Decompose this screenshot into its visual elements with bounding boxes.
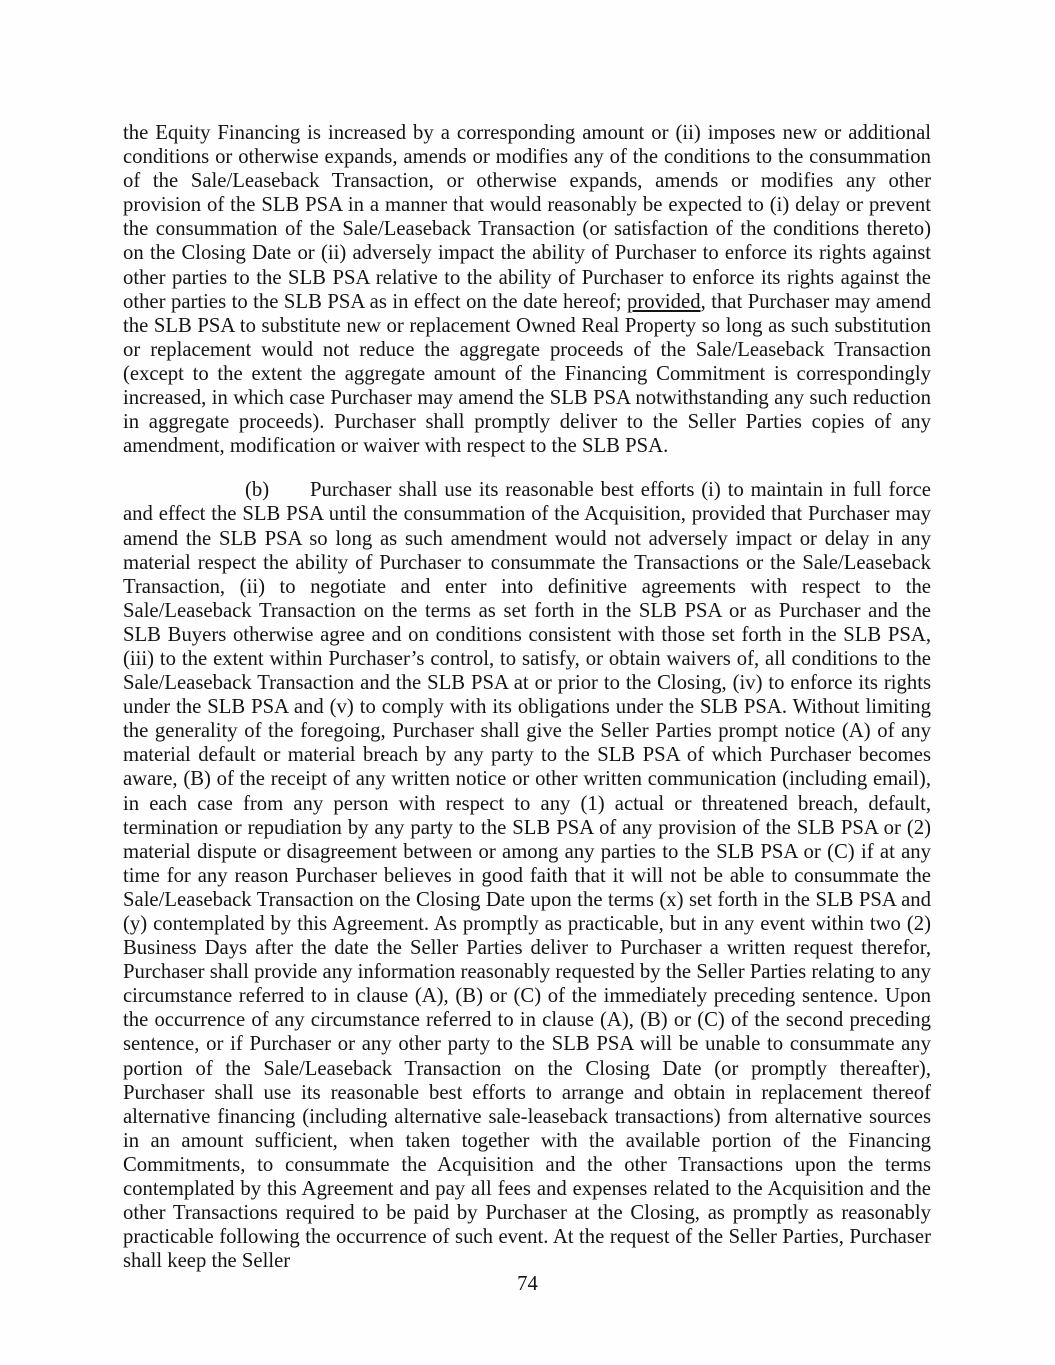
paragraph-text-pre: the Equity Financing is increased by a corresponding amount or (ii) imposes new or additional conditions or otherwise expands, amends or modifies any of the conditions to the consummation of the Sale/Leaseback Transaction, or otherwise expands, amends or modifies any other provision of the SLB PSA in a manner that would reasonably be expected to (i) delay or prevent the consummation of the Sale/Leaseback Transaction (or satisfaction of the conditions thereto) on the Closing Date or (ii) adversely impact the ability of Purchaser to enforce its rights against other parties to the SLB PSA relative to the ability of Purchaser to enforce its rights against the other parties to the SLB PSA as in effect on the date hereof; (123, 122, 931, 313)
defined-term-provided: provided (627, 290, 701, 313)
paragraph-continuation (123, 121, 931, 458)
page-body (123, 121, 931, 1273)
paragraph-b (123, 478, 931, 1273)
paragraph-b-text: Purchaser shall use its reasonable best efforts (i) to maintain in full force and effect the SLB PSA until the consummation of the Acquisition, provided that Purchaser may amend the SLB PSA so long as such amendment would not adversely impact or delay in any material respect the ability of Purchaser to consummate the Transactions or the Sale/Leaseback Transaction, (ii) to negotiate and enter into definitive agreements with respect to the Sale/Leaseback Transaction on the terms as set forth in the SLB PSA or as Purchaser and the SLB Buyers otherwise agree and on conditions consistent with those set forth in the SLB PSA, (iii) to the extent within Purchaser’s control, to satisfy, or obtain waivers of, all conditions to the Sale/Leaseback Transaction and the SLB PSA at or prior to the Closing, (iv) to enforce its rights under the SLB PSA and (v) to comply with its obligations under the SLB PSA. Without limiting the generality of the foregoing, Purchaser shall give the Seller Parties prompt notice (A) of any material default or material breach by any party to the SLB PSA of which Purchaser becomes aware, (B) of the receipt of any written notice or other written communication (including email), in each case from any person with respect to any (1) actual or threatened breach, default, termination or repudiation by any party to the SLB PSA of any provision of the SLB PSA or (2) material dispute or disagreement between or among any parties to the SLB PSA or (C) if at any time for any reason Purchaser believes in good faith that it will not be able to consummate the Sale/Leaseback Transaction on the Closing Date upon the terms (x) set forth in the SLB PSA and (y) contemplated by this Agreement. As promptly as practicable, but in any event within two (2) Business Days after the date the Seller Parties deliver to Purchaser a written request therefor, Purchaser shall provide any information reasonably requested by the Seller Parties relating to any circumstance referred to in clause (A), (B) or (C) of the immediately preceding sentence. Upon the occurrence of any circumstance referred to in clause (A), (B) or (C) of the second preceding sentence, or if Purchaser or any other party to the SLB PSA will be unable to consummate any portion of the Sale/Leaseback Transaction on the Closing Date (or promptly thereafter), Purchaser shall use its reasonable best efforts to arrange and obtain in replacement thereof alternative financing (including alternative sale-leaseback transactions) from alternative sources in an amount sufficient, when taken together with the available portion of the Financing Commitments, to consummate the Acquisition and the other Transactions upon the terms contemplated by this Agreement and pay all fees and expenses related to the Acquisition and the other Transactions required to be paid by Purchaser at the Closing, as promptly as reasonably practicable following the occurrence of such event. At the request of the Seller Parties, Purchaser shall keep the Seller (123, 479, 931, 1273)
paragraph-text-post: , that Purchaser may amend the SLB PSA to substitute new or replacement Owned Real Property so long as such substitution or replacement would not reduce the aggregate proceeds of the Sale/Leaseback Transaction (except to the extent the aggregate amount of the Financing Commitment is correspondingly increased, in which case Purchaser may amend the SLB PSA notwithstanding any such reduction in aggregate proceeds). Purchaser shall promptly deliver to the Seller Parties copies of any amendment, modification or waiver with respect to the SLB PSA. (123, 290, 931, 458)
page-footer (0, 1272, 1055, 1296)
page-number: 74 (517, 1273, 538, 1295)
clause-b-label: (b) (245, 479, 270, 502)
